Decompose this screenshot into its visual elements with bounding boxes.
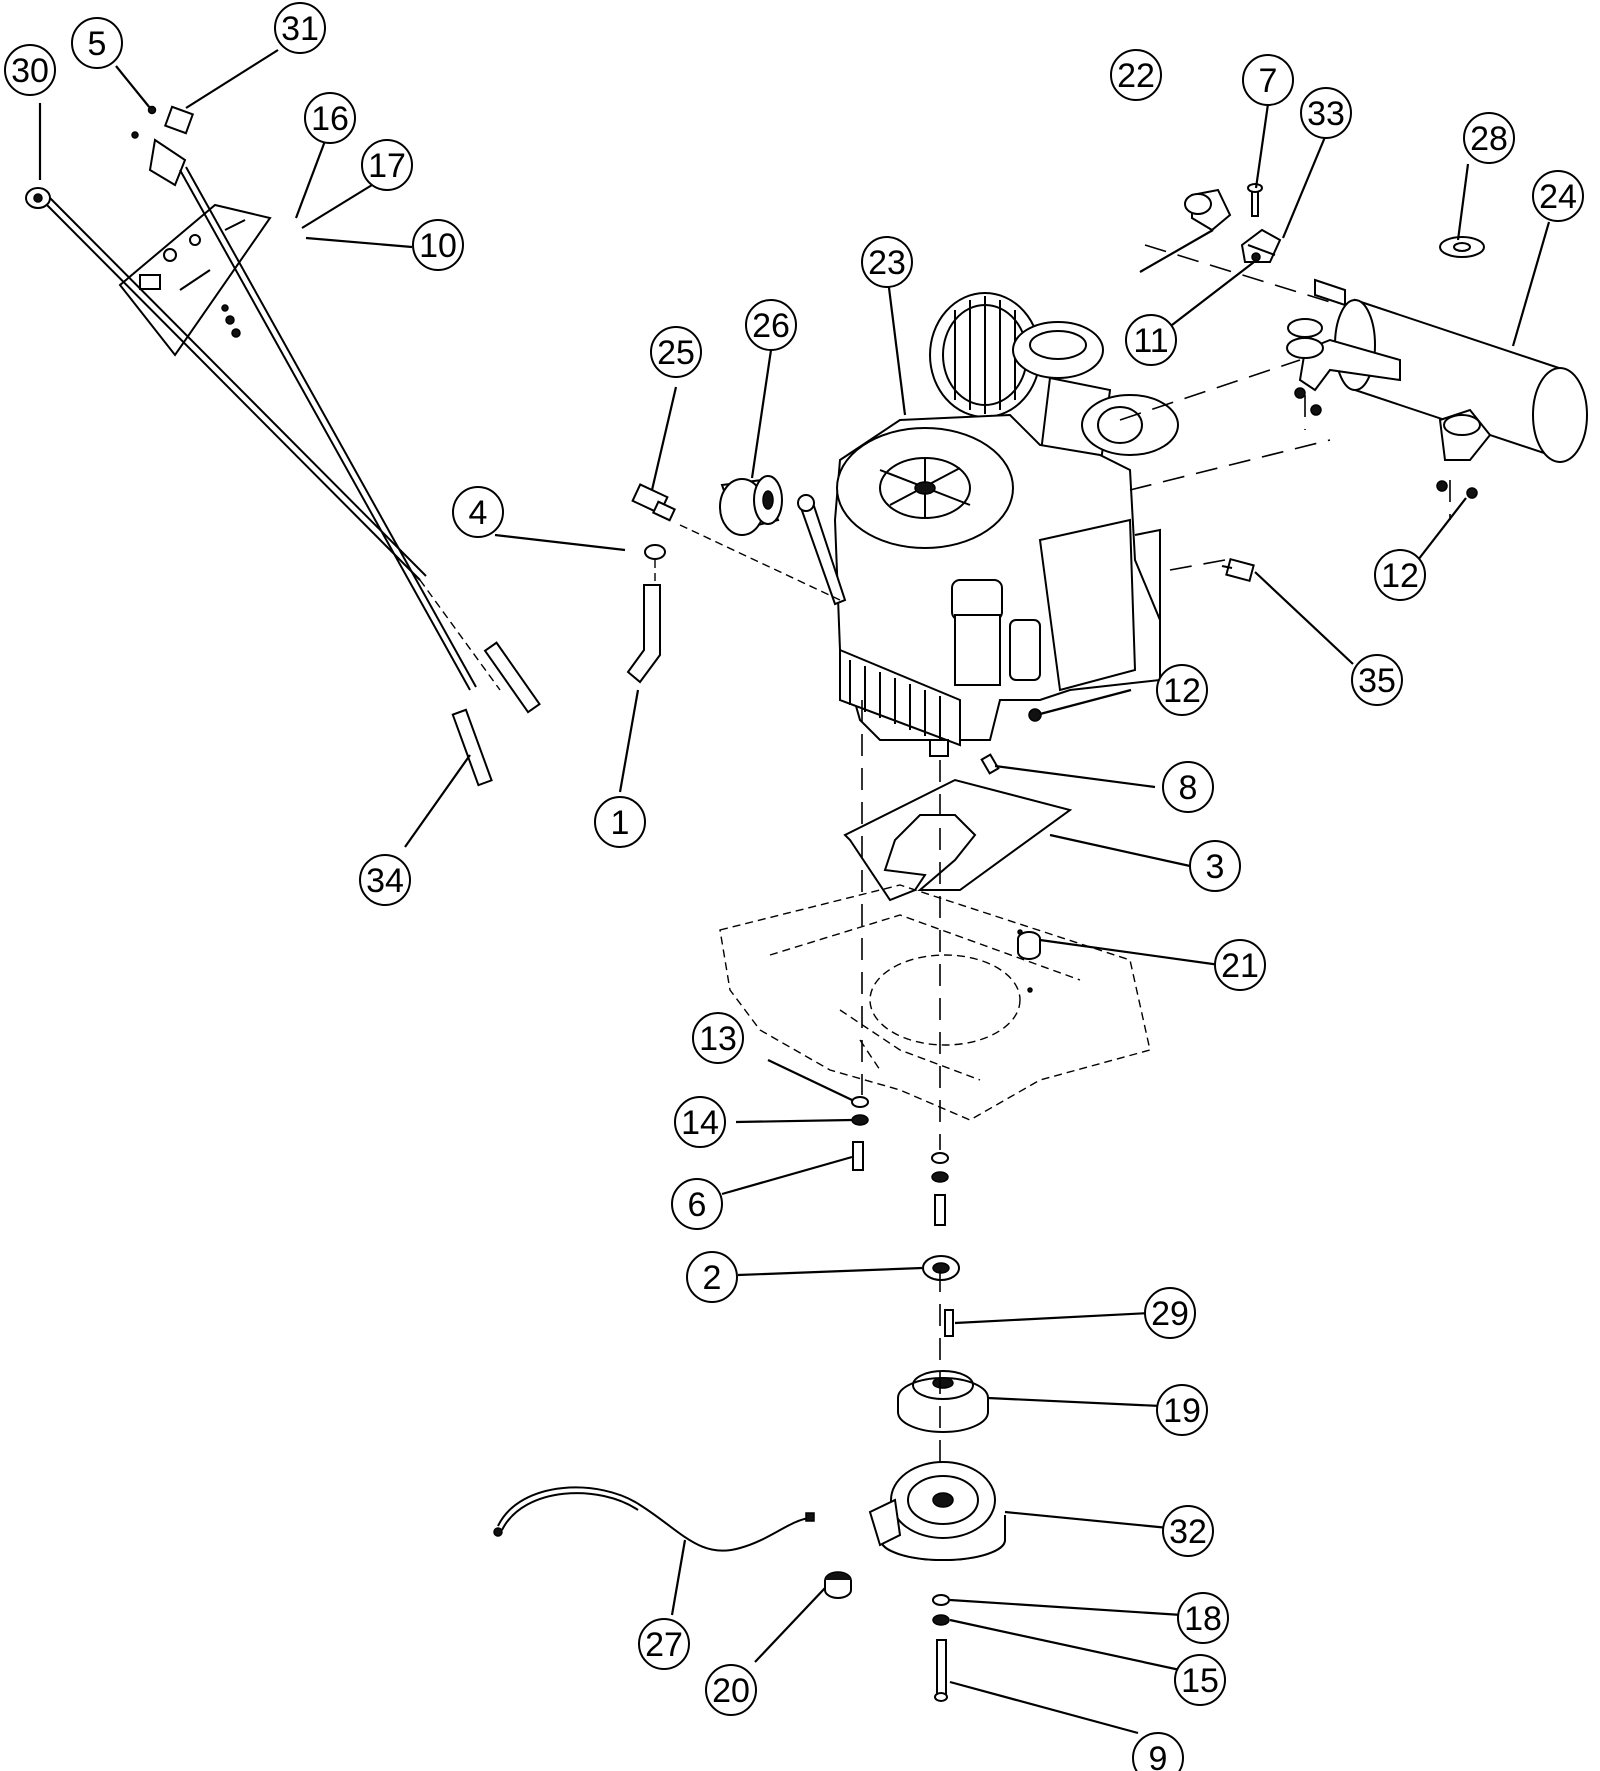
callout-number: 25 <box>657 334 695 372</box>
callout-5 <box>72 18 122 68</box>
callout-number: 8 <box>1178 769 1198 807</box>
callout-9 <box>1133 1733 1183 1771</box>
callout-number: 34 <box>366 862 404 900</box>
engine <box>798 293 1178 756</box>
callout-21 <box>1215 940 1265 990</box>
callout-12 <box>1375 550 1425 600</box>
callout-number: 11 <box>1133 322 1169 360</box>
callout-number: 22 <box>1117 57 1155 95</box>
callout-number: 16 <box>311 100 349 138</box>
callout-number: 30 <box>11 52 49 90</box>
callout-23 <box>862 237 912 287</box>
callout-8 <box>1163 762 1213 812</box>
callout-29 <box>1145 1288 1195 1338</box>
crankshaft-hardware <box>923 1153 959 1336</box>
callout-number: 17 <box>368 147 406 185</box>
sensor-fitting <box>1222 559 1254 581</box>
callout-35 <box>1352 655 1402 705</box>
callout-number: 18 <box>1184 1600 1222 1638</box>
callout-22 <box>1111 50 1161 100</box>
clutch-hardware <box>933 1595 949 1701</box>
callout-17 <box>362 140 412 190</box>
callout-28 <box>1464 113 1514 163</box>
callout-25 <box>651 327 701 377</box>
callout-number: 31 <box>281 10 319 48</box>
callout-2 <box>687 1252 737 1302</box>
callout-3 <box>1190 841 1240 891</box>
callout-number: 7 <box>1258 62 1278 100</box>
callout-7 <box>1243 55 1293 105</box>
callout-27 <box>639 1619 689 1669</box>
callout-11 <box>1126 315 1176 365</box>
leader-lines <box>40 50 1549 1733</box>
engine-gasket-plate <box>845 780 1070 900</box>
mount-hardware-left <box>852 1097 868 1170</box>
callout-number: 15 <box>1181 1662 1219 1700</box>
callout-24 <box>1533 171 1583 221</box>
callout-34 <box>360 855 410 905</box>
callout-number: 3 <box>1205 848 1225 886</box>
callout-26 <box>746 300 796 350</box>
callout-number: 33 <box>1307 95 1345 133</box>
callout-number: 28 <box>1470 120 1508 158</box>
callout-19 <box>1157 1385 1207 1435</box>
callout-number: 12 <box>1381 557 1419 595</box>
muffler-assembly <box>1287 237 1587 498</box>
callout-10 <box>413 220 463 270</box>
air-intake-parts <box>1185 184 1280 262</box>
callout-number: 29 <box>1151 1295 1189 1333</box>
callout-number: 20 <box>712 1672 750 1710</box>
callout-number: 19 <box>1163 1392 1201 1430</box>
callout-12 <box>1157 665 1207 715</box>
callout-number: 2 <box>702 1259 722 1297</box>
callout-number: 21 <box>1221 947 1259 985</box>
callout-number: 14 <box>681 1104 719 1142</box>
callout-15 <box>1175 1655 1225 1705</box>
callout-number: 10 <box>419 227 457 265</box>
callout-number: 4 <box>468 494 488 532</box>
callout-1 <box>595 797 645 847</box>
chassis-frame <box>720 885 1150 1120</box>
callout-30 <box>5 45 55 95</box>
callout-4 <box>453 487 503 537</box>
callout-18 <box>1178 1593 1228 1643</box>
callout-number: 26 <box>752 307 790 345</box>
callout-number: 13 <box>699 1020 737 1058</box>
callout-13 <box>693 1013 743 1063</box>
pto-clutch <box>870 1462 1005 1560</box>
bushing <box>825 1572 851 1598</box>
callout-20 <box>706 1665 756 1715</box>
callout-16 <box>305 93 355 143</box>
fuel-line-parts <box>628 485 675 682</box>
spacer <box>1018 932 1040 959</box>
callout-number: 32 <box>1169 1513 1207 1551</box>
callout-number: 23 <box>868 244 906 282</box>
fuel-filter <box>720 476 782 535</box>
wire-harness <box>494 1487 814 1550</box>
callout-number: 5 <box>87 25 107 63</box>
callout-33 <box>1301 88 1351 138</box>
callout-number: 6 <box>687 1186 707 1224</box>
callout-number: 27 <box>645 1626 683 1664</box>
callout-number: 1 <box>610 804 630 842</box>
callout-number: 9 <box>1148 1740 1168 1771</box>
control-plate-assembly <box>26 107 540 786</box>
callout-number: 35 <box>1358 662 1396 700</box>
callout-number: 12 <box>1163 672 1201 710</box>
callout-32 <box>1163 1506 1213 1556</box>
callout-number: 24 <box>1539 178 1577 216</box>
callout-14 <box>675 1097 725 1147</box>
callout-6 <box>672 1179 722 1229</box>
pulley <box>898 1371 988 1432</box>
callout-31 <box>275 3 325 53</box>
